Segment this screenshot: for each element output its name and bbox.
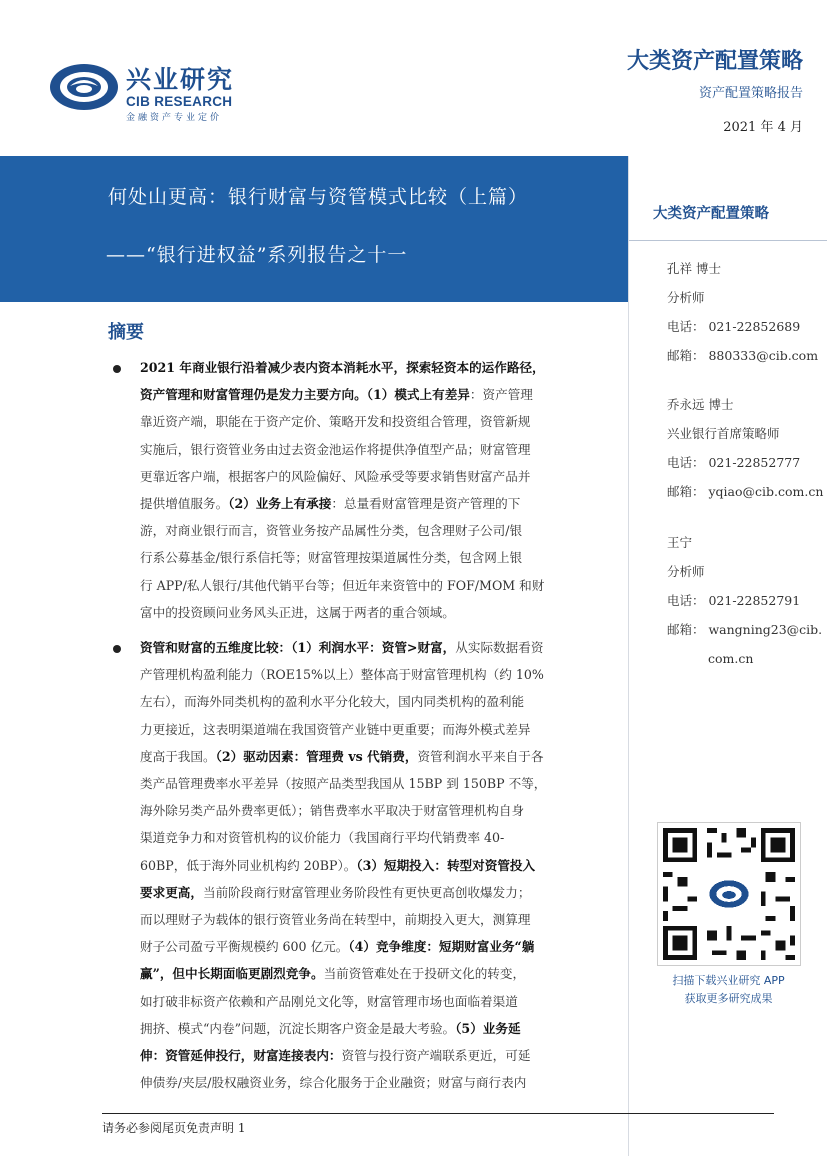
text-line <box>140 743 602 770</box>
text-line <box>140 879 602 906</box>
analyst-card <box>667 528 822 673</box>
qr-caption-download: 扫描下载兴业研究 APP <box>672 974 785 987</box>
text-run: 如打破非标资产依赖和产品刚兑文化等，财富管理市场也面临着渠道 <box>140 993 518 1009</box>
text-run: 力更接近，这表明渠道端在我国资管产业链中更重要；而海外模式差异 <box>140 721 531 737</box>
logo-slogan: 金融资产专业定价 <box>126 113 223 123</box>
analyst-phone: 电话： 021-22852689 <box>667 319 801 334</box>
text-line <box>140 688 602 715</box>
bold-run: 资管和财富的五维度比较：（1）利润水平：资管>财富， <box>140 640 456 655</box>
analyst-email[interactable]: 邮箱： 880333@cib.com <box>667 348 819 363</box>
text-line <box>140 1015 602 1042</box>
analyst-role: 兴业银行首席策略师 <box>667 426 780 441</box>
text-line <box>140 824 602 851</box>
text-line <box>140 906 602 933</box>
logo-chinese-name: 兴业研究 <box>126 65 235 94</box>
logo-english-name: CIB RESEARCH <box>126 94 233 109</box>
text-run: 海外除另类产品外费率更低）；销售费率水平取决于财富管理机构自身 <box>140 803 525 819</box>
text-line <box>140 797 602 824</box>
title-banner <box>0 156 628 302</box>
bold-run: 伸：资管延伸投行，财富连接表内： <box>140 1048 342 1064</box>
text-line <box>140 1069 602 1096</box>
text-run: 提供增值服务。 <box>140 496 229 512</box>
text-line <box>140 1042 602 1069</box>
text-line <box>140 517 602 544</box>
bold-run: （4）竞争维度：短期财富业务“躺 <box>348 939 535 955</box>
text-run: 而以理财子为载体的银行资管业务尚在转型中，前期投入更大，测算理 <box>140 912 531 928</box>
bold-run: （2）驱动因素：管理费 vs 代销费， <box>215 748 418 764</box>
text-line <box>140 544 602 571</box>
text-run: 更靠近客户端，根据客户的风险偏好、风险承受等要求销售财富产品并 <box>140 468 531 484</box>
bullet-icon <box>113 645 121 653</box>
text-run: 当前阶段商行财富管理业务阶段性有更快更高创收爆发力； <box>202 884 531 900</box>
text-run: 靠近资产端，职能在于资产定价、策略开发和投资组合管理，资管新规 <box>140 414 531 430</box>
sidebar-category: 大类资产配置策略 <box>653 206 769 222</box>
analyst-name: 乔永远 博士 <box>667 397 734 412</box>
footer-disclaimer: 请务必参阅尾页免责声明 1 <box>102 1121 246 1135</box>
analyst-email-continued[interactable]: com.cn <box>708 651 754 666</box>
cib-logo-icon <box>48 62 120 112</box>
analyst-card <box>667 254 818 370</box>
text-run: ：总量看财富管理是资产管理的下 <box>331 496 521 512</box>
text-run: 类产品管理费率水平差异（按照产品类型我国从 15BP 到 150BP 不等， <box>140 776 547 792</box>
abstract-paragraph-2 <box>140 634 602 1096</box>
report-type: 资产配置策略报告 <box>698 86 803 101</box>
text-run: 行 APP/私人银行/其他代销平台等；但近年来资管中的 FOF/MOM 和财 <box>140 577 545 593</box>
text-run: 游，对商业银行而言，资管业务按产品属性分类，包含理财子公司/银 <box>140 523 523 539</box>
sidebar-divider <box>629 240 827 241</box>
bold-run: 要求更高， <box>140 884 203 900</box>
analyst-role: 分析师 <box>667 290 705 305</box>
text-line <box>140 770 602 797</box>
text-run: 行系公募基金/银行系信托等；财富管理按渠道属性分类，包含网上银 <box>140 550 523 566</box>
text-run: 实施后，银行资管业务由过去资金池运作将提供净值型产品；财富管理 <box>140 441 531 457</box>
footer-rule <box>102 1113 774 1114</box>
text-run: 度高于我国。 <box>140 748 216 764</box>
text-run: 资管与投行资产端联系更近，可延 <box>341 1048 531 1064</box>
text-run: 伸债券/夹层/股权融资业务，综合化服务于企业融资；财富与商行表内 <box>140 1075 527 1091</box>
text-run: ：资产管理 <box>469 387 533 403</box>
qr-code-icon[interactable] <box>657 822 801 966</box>
text-line <box>140 354 602 381</box>
text-line <box>140 436 602 463</box>
bold-run: 2021 年商业银行沿着减少表内资本消耗水平，探索轻资本的运作路径， <box>140 360 545 375</box>
bold-run: 资产管理和财富管理仍是发力主要方向。（1）模式上有差异 <box>140 387 470 403</box>
analyst-email[interactable]: 邮箱： yqiao@cib.com.cn <box>667 484 824 499</box>
bold-run: （5）业务延 <box>455 1020 521 1036</box>
text-line <box>140 634 602 661</box>
text-run: 左右），而海外同类机构的盈利水平分化较大，国内同类机构的盈利能 <box>140 694 525 710</box>
text-run: 资管利润水平来自于各 <box>417 748 544 764</box>
analyst-phone: 电话： 021-22852777 <box>667 455 801 470</box>
report-category: 大类资产配置策略 <box>626 49 803 74</box>
text-line <box>140 381 602 408</box>
text-line <box>140 960 602 987</box>
report-title: 何处山更高：银行财富与资管模式比较（上篇） <box>108 186 529 208</box>
analyst-card <box>667 390 823 506</box>
report-date: 2021 年 4 月 <box>723 120 803 135</box>
bold-run: （2）业务上有承接 <box>228 496 332 512</box>
bold-run: （3）短期投入：转型对资管投入 <box>356 857 536 873</box>
bullet-icon <box>113 365 121 373</box>
text-line <box>140 988 602 1015</box>
text-line <box>140 933 602 960</box>
report-subtitle: ——“银行进权益”系列报告之十一 <box>106 244 408 266</box>
text-run: 渠道竞争力和对资管机构的议价能力（我国商行平均代销费率 40- <box>140 830 505 846</box>
text-line <box>140 661 602 688</box>
abstract-paragraph-1 <box>140 354 602 626</box>
bold-run: 赢”，但中长期面临更剧烈竞争。 <box>140 966 324 982</box>
text-line <box>140 716 602 743</box>
analyst-sidebar <box>628 156 827 1156</box>
abstract-heading: 摘要 <box>108 322 144 343</box>
text-run: 富中的投资顾问业务风头正进，这属于两者的重合领域。 <box>140 604 455 620</box>
analyst-name: 王宁 <box>667 535 693 550</box>
cib-research-logo <box>48 58 248 128</box>
text-run: 60BP，低于海外同业机构约 20BP）。 <box>140 857 357 873</box>
text-run: 当前资管难处在于投研文化的转变， <box>323 966 526 982</box>
text-run: 从实际数据看资 <box>455 640 544 655</box>
text-run: 拥挤、模式“内卷”问题，沉淀长期客户资金是最大考验。 <box>140 1020 456 1036</box>
text-line <box>140 852 602 879</box>
text-line <box>140 408 602 435</box>
analyst-phone: 电话： 021-22852791 <box>667 593 801 608</box>
qr-caption-more: 获取更多研究成果 <box>684 992 773 1005</box>
text-run: 产管理机构盈利能力（ROE15%以上）整体高于财富管理机构（约 10% <box>140 667 544 683</box>
text-line <box>140 463 602 490</box>
text-line <box>140 599 602 626</box>
text-run: 财子公司盈亏平衡规模约 600 亿元。 <box>140 939 349 955</box>
text-line <box>140 572 602 599</box>
analyst-role: 分析师 <box>667 564 705 579</box>
text-line <box>140 490 602 517</box>
analyst-email[interactable]: 邮箱： wangning23@cib. <box>667 622 823 637</box>
analyst-name: 孔祥 博士 <box>667 261 721 276</box>
